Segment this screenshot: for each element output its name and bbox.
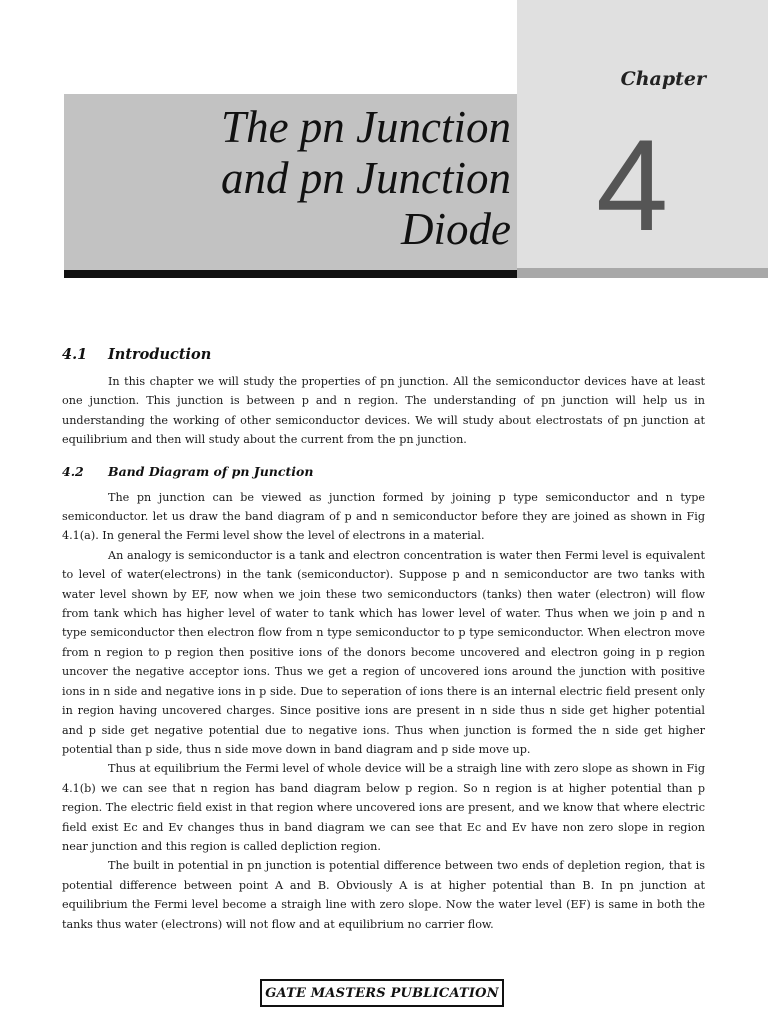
title-line-1: The pn Junction <box>221 102 511 152</box>
title-line-3: Diode <box>401 204 511 254</box>
publisher-footer <box>260 979 504 1007</box>
chapter-label: Chapter <box>620 68 706 90</box>
paragraph: In this chapter we will study the properties of pn junction. All the semiconductor devices have at least one junction. This junction is between p and n region. The understanding of pn junction will help us in understanding the working of other semiconductor devices. We will study about electrostats of pn junction at equilibrium and then will study about the current from the pn junction. <box>62 375 705 447</box>
chapter-underline-bar <box>517 268 768 278</box>
paragraph: Thus at equilibrium the Fermi level of whole device will be a straigh line with zero slope as shown in Fig 4.1(b) we can see that n region has band diagram below p region. So n region is at higher potential than p region. The electric field exist in that region where uncovered ions are present, and we know that where electric field exist Ec and Ev changes thus in band diagram we can see that Ec and Ev have non zero slope in region near junction and this region is called depliction region. <box>62 762 705 853</box>
publisher-name: GATE MASTERS PUBLICATION <box>265 985 499 1001</box>
section-title: Introduction <box>108 346 212 363</box>
section-title: Band Diagram of pn Junction <box>108 463 314 479</box>
title-underline-bar <box>64 270 517 278</box>
chapter-number: 4 <box>596 112 669 258</box>
chapter-title <box>71 102 511 255</box>
paragraph: The built in potential in pn junction is potential difference between two ends of depletion region, that is potential difference between point A and B. Obviously A is at higher potential than B. In pn junction at equilibrium the Fermi level become a straigh line with zero slope. Now the water level (EF) is same in both the tanks thus water (electrons) will not flow and at equilibrium no carrier flow. <box>62 859 705 931</box>
paragraph: The pn junction can be viewed as junction formed by joining p type semiconductor and n type semiconductor. let us draw the band diagram of p and n semiconductor before they are joined as shown in Fig 4.1(a). In general the Fermi level show the level of electrons in a material. <box>62 490 705 543</box>
section-heading-intro <box>62 346 705 363</box>
title-box <box>64 94 517 270</box>
page-content <box>62 346 705 934</box>
title-line-2: and pn Junction <box>221 153 511 203</box>
section-number: 4.2 <box>62 463 84 479</box>
section-number: 4.1 <box>62 346 88 363</box>
section-heading-band-diagram <box>62 464 705 479</box>
paragraph: An analogy is semiconductor is a tank and electron concentration is water then Fermi level is equivalent to level of water(electrons) in the tank (semiconductor). Suppose p and n semiconductor are two tanks with water level shown by EF, now when we join these two semiconductors (tanks) then water (electron) will flow from tank which has higher level of water to tank which has lower level of water. Thus when we join p and n type semiconductor then electron flow from n type semiconductor to p type semiconductor. When electron move from n region to p region then positive ions of the donors become uncovered and electron going in p region uncover the negative acceptor ions. Thus we get a region of uncovered ions around the junction with positive ions in n side and negative ions in p side. Due to seperation of ions there is an internal electric field present only in region having uncovered charges. Since positive ions are present in n side thus n side get higher potential and p side get negative potential due to negative ions. Thus when junction is formed the n side get higher potential than p side, thus n side move down in band diagram and p side move up. <box>62 548 705 756</box>
